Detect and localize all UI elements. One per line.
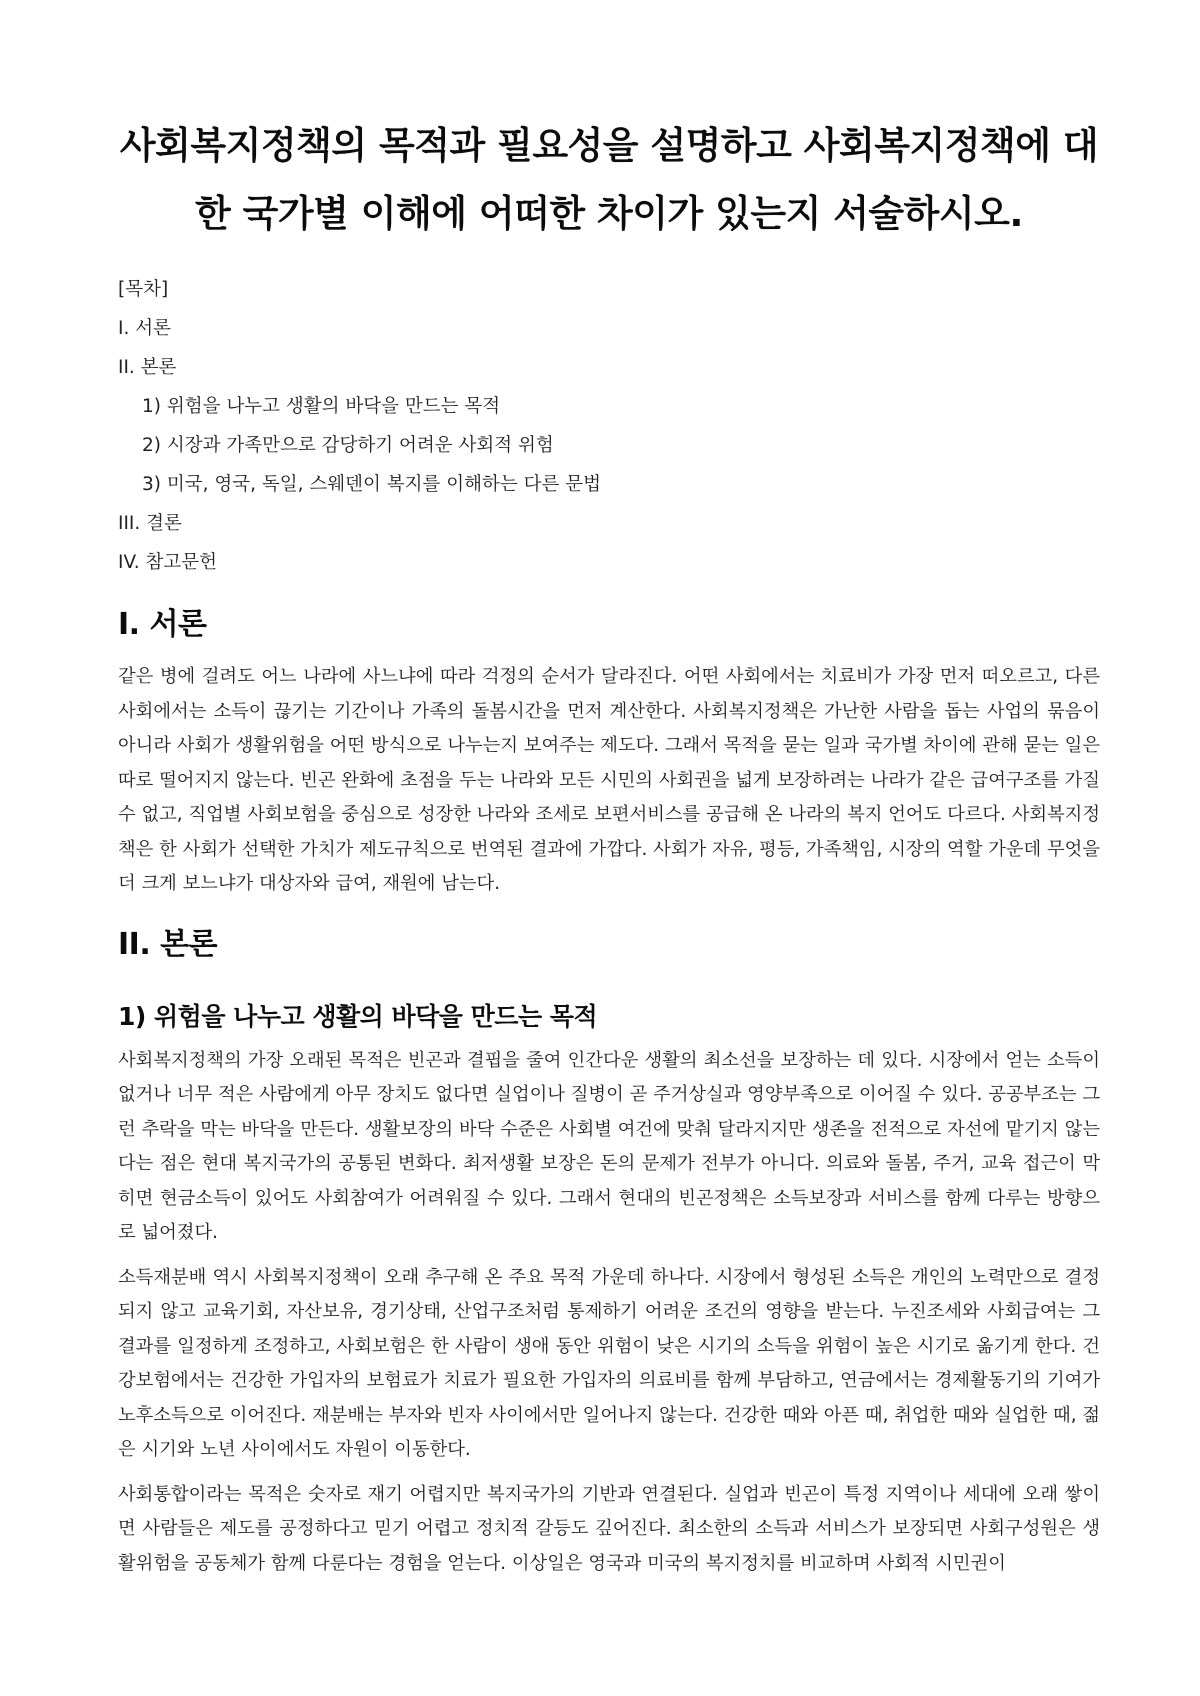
- document-page: [118, 112, 1100, 1591]
- toc-subitem-2: 2) 시장과 가족만으로 감당하기 어려운 사회적 위험: [142, 435, 554, 456]
- toc-item-intro: I. 서론: [118, 318, 171, 339]
- section-heading-intro: I. 서론: [118, 607, 207, 642]
- body-paragraph-3: 사회통합이라는 목적은 숫자로 재기 어렵지만 복지국가의 기반과 연결된다. 실업과 빈곤이 특정 지역이나 세대에 오래 쌓이면 사람들은 제도를 공정하다고 믿기 어렵고 정치적 갈등도 깊어진다. 최소한의 소득과 서비스가 보장되면 사회구성원은 생활위험을 공동체가 함께 다룬다는 경험을 얻는다. 이상일은 영국과 미국의 복지정치를 비교하며 사회적 시민권이: [118, 1483, 1100, 1574]
- toc-subitem-1: 1) 위험을 나누고 생활의 바닥을 만드는 목적: [142, 396, 501, 417]
- toc-item-body: II. 본론: [118, 357, 177, 378]
- intro-paragraph: 같은 병에 걸려도 어느 나라에 사느냐에 따라 걱정의 순서가 달라진다. 어떤 사회에서는 치료비가 가장 먼저 떠오르고, 다른 사회에서는 소득이 끊기는 기간이나 가족의 돌봄시간을 먼저 계산한다. 사회복지정책은 가난한 사람을 돕는 사업의 묶음이 아니라 사회가 생활위험을 어떤 방식으로 나누는지 보여주는 제도다. 그래서 목적을 묻는 일과 국가별 차이에 관해 묻는 일은 따로 떨어지지 않는다. 빈곤 완화에 초점을 두는 나라와 모든 시민의 사회권을 넓게 보장하려는 나라가 같은 급여구조를 가질 수 없고, 직업별 사회보험을 중심으로 성장한 나라와 조세로 보편서비스를 공급해 온 나라의 복지 언어도 다르다. 사회복지정책은 한 사회가 선택한 가치가 제도규칙으로 번역된 결과에 가깝다. 사회가 자유, 평등, 가족책임, 시장의 역할 가운데 무엇을 더 크게 보느냐가 대상자와 급여, 재원에 남는다.: [118, 666, 1100, 894]
- body-paragraph-2: 소득재분배 역시 사회복지정책이 오래 추구해 온 주요 목적 가운데 하나다. 시장에서 형성된 소득은 개인의 노력만으로 결정되지 않고 교육기회, 자산보유, 경기상태, 산업구조처럼 통제하기 어려운 조건의 영향을 받는다. 누진조세와 사회급여는 그 결과를 일정하게 조정하고, 사회보험은 한 사람이 생애 동안 위험이 낮은 시기의 소득을 위험이 높은 시기로 옮기게 한다. 건강보험에서는 건강한 가입자의 보험료가 치료가 필요한 가입자의 의료비를 함께 부담하고, 연금에서는 경제활동기의 기여가 노후소득으로 이어진다. 재분배는 부자와 빈자 사이에서만 일어나지 않는다. 건강한 때와 아픈 때, 취업한 때와 실업한 때, 젊은 시기와 노년 사이에서도 자원이 이동한다.: [118, 1266, 1100, 1460]
- toc-item-references: IV. 참고문헌: [118, 552, 217, 573]
- subsection-heading-1: 1) 위험을 나누고 생활의 바닥을 만드는 목적: [118, 1001, 598, 1031]
- table-of-contents: [118, 270, 1100, 582]
- toc-label: [목차]: [118, 279, 169, 300]
- document-title: 사회복지정책의 목적과 필요성을 설명하고 사회복지정책에 대한 국가별 이해에 어떠한 차이가 있는지 서술하시오.: [119, 124, 1099, 235]
- toc-item-conclusion: III. 결론: [118, 513, 182, 534]
- body-paragraph-1: 사회복지정책의 가장 오래된 목적은 빈곤과 결핍을 줄여 인간다운 생활의 최소선을 보장하는 데 있다. 시장에서 얻는 소득이 없거나 너무 적은 사람에게 아무 장치도 없다면 실업이나 질병이 곧 주거상실과 영양부족으로 이어질 수 있다. 공공부조는 그런 추락을 막는 바닥을 만든다. 생활보장의 바닥 수준은 사회별 여건에 맞춰 달라지지만 생존을 전적으로 자선에 맡기지 않는다는 점은 현대 복지국가의 공통된 변화다. 최저생활 보장은 돈의 문제가 전부가 아니다. 의료와 돌봄, 주거, 교육 접근이 막히면 현금소득이 있어도 사회참여가 어려워질 수 있다. 그래서 현대의 빈곤정책은 소득보장과 서비스를 함께 다루는 방향으로 넓어졌다.: [118, 1049, 1100, 1243]
- toc-subitem-3: 3) 미국, 영국, 독일, 스웨덴이 복지를 이해하는 다른 문법: [142, 474, 601, 495]
- section-heading-body: II. 본론: [118, 926, 218, 962]
